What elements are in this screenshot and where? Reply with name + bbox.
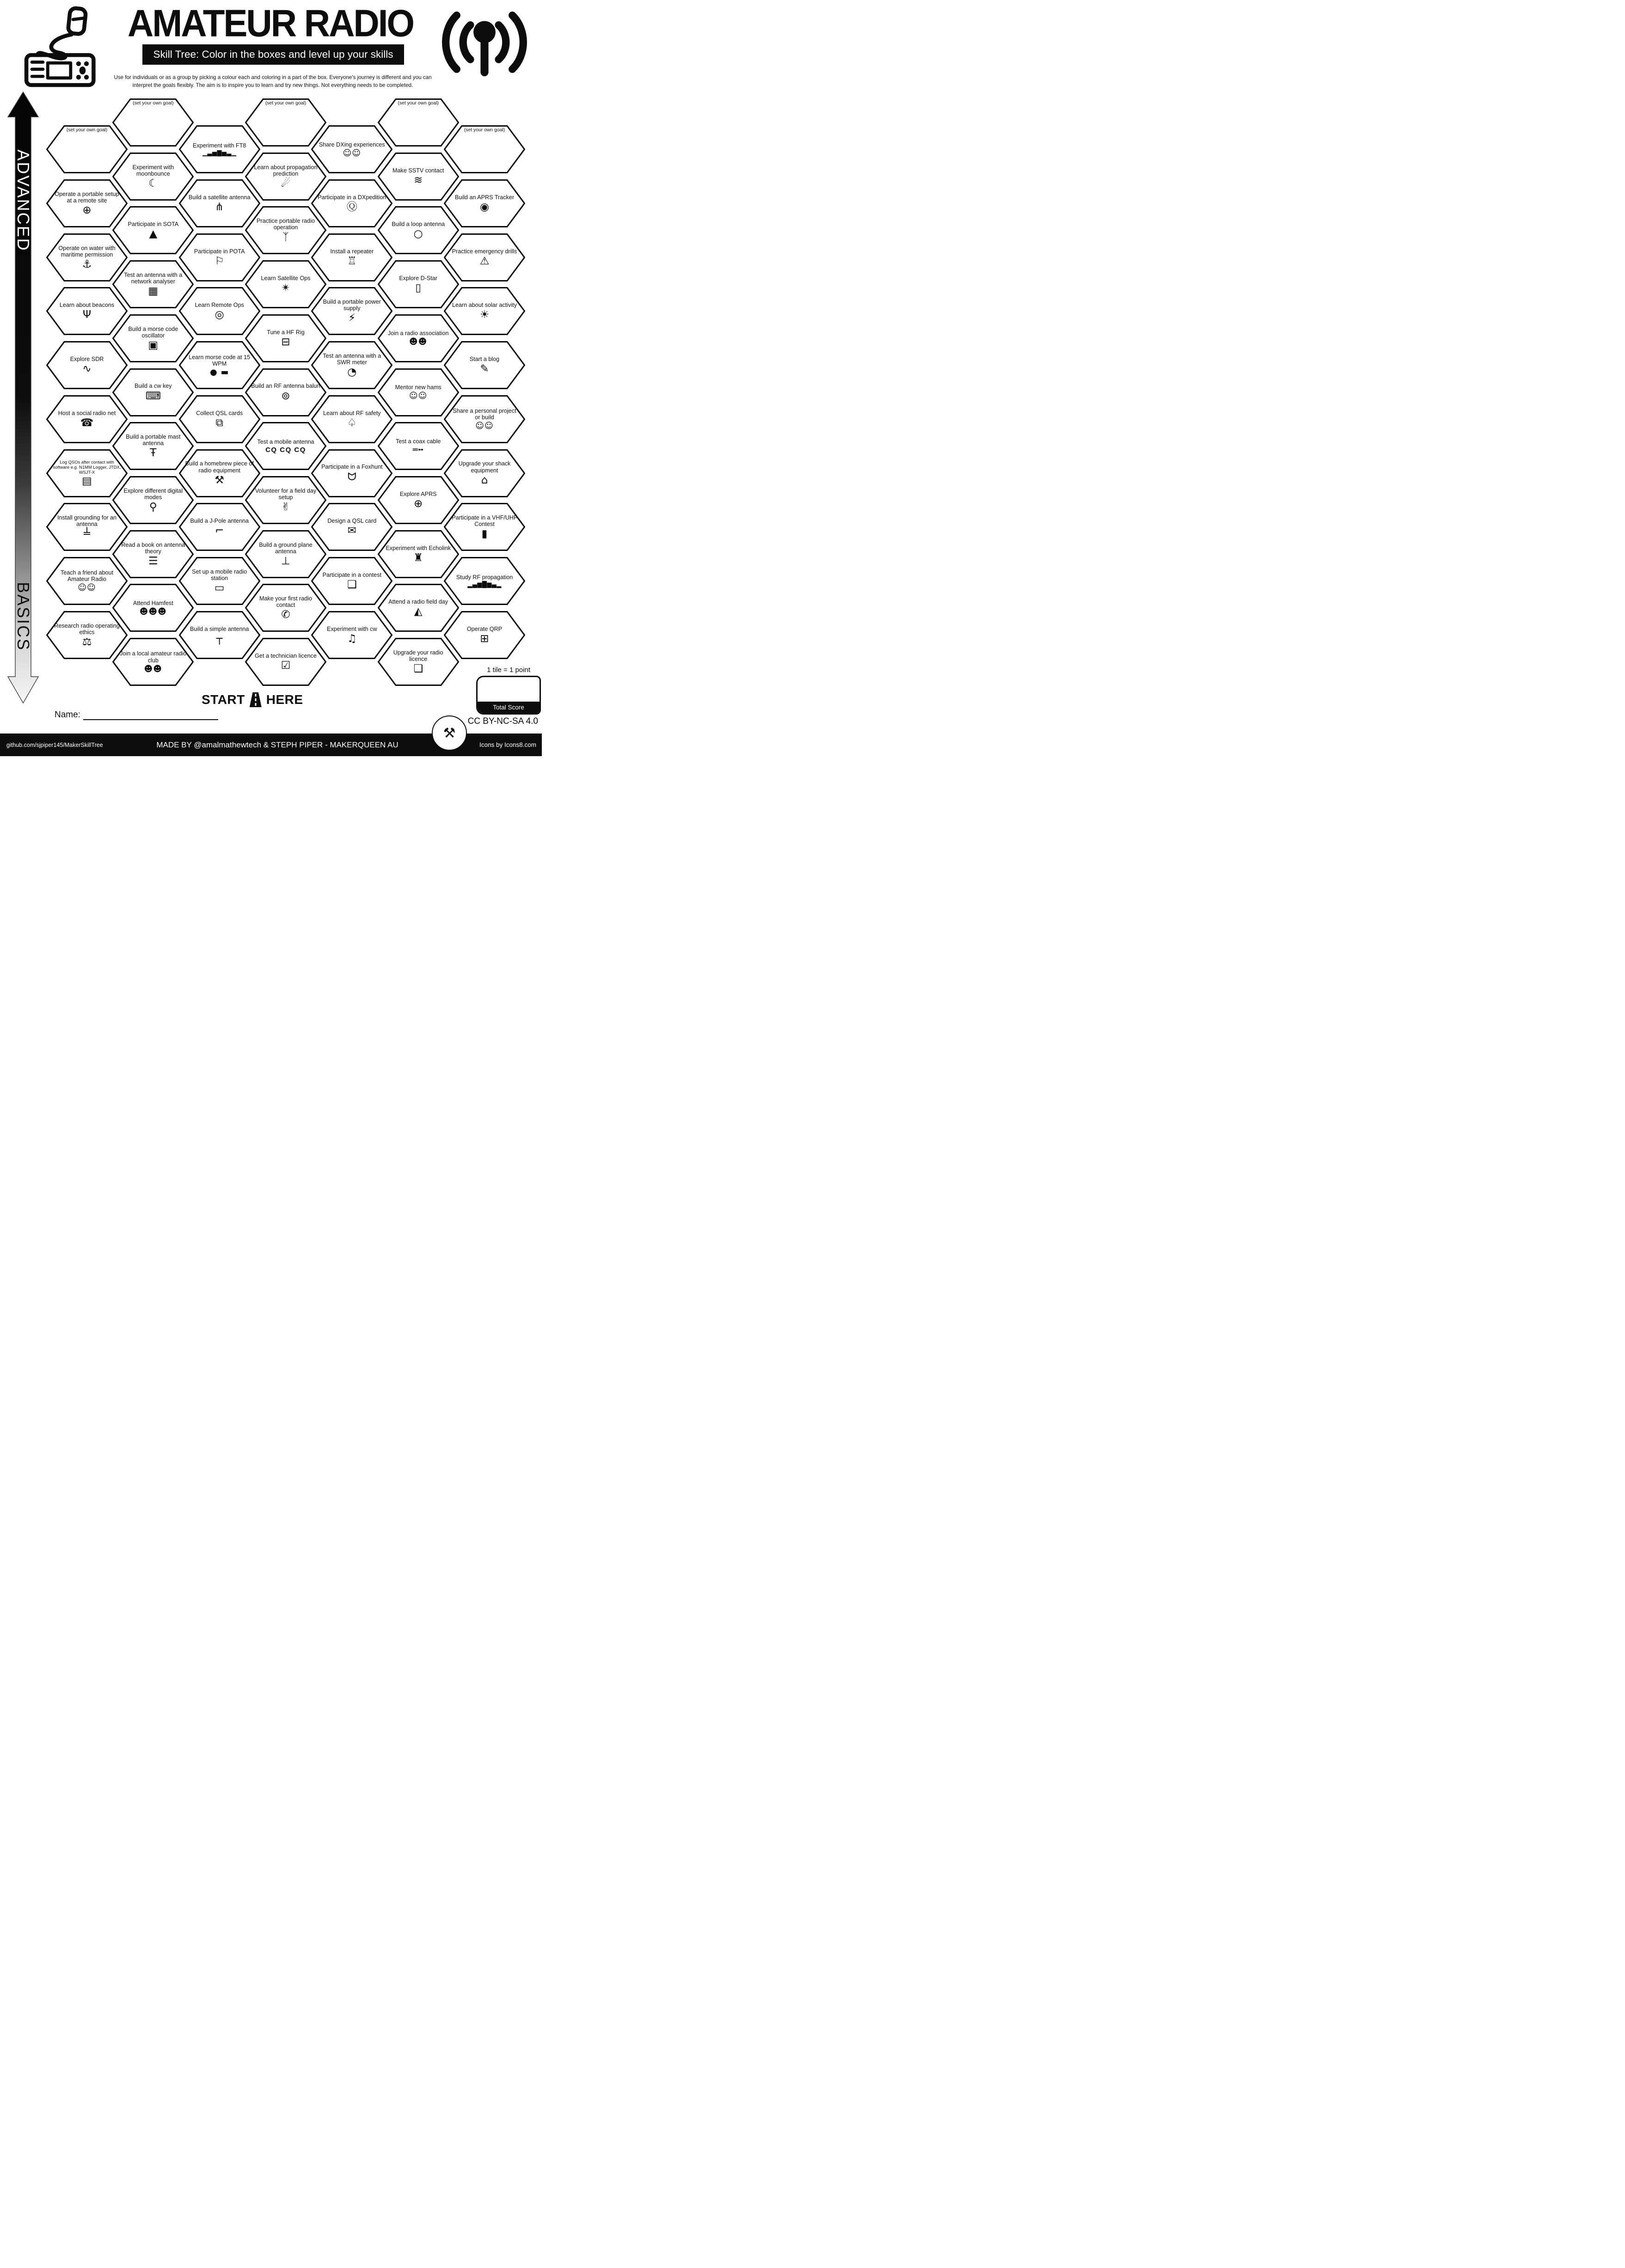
hex-learn-about-solar-activity[interactable]: [444, 287, 525, 335]
hex-label: Build a cw key: [135, 383, 172, 390]
shack-desk-icon: ⌂: [481, 474, 488, 486]
book-antenna-icon: ☰: [148, 555, 158, 567]
emergency-siren-icon: ⚠: [479, 255, 490, 267]
hex-label: Learn Remote Ops: [195, 302, 244, 309]
license-text: CC BY-NC-SA 4.0: [467, 716, 538, 726]
scales-icon: ⚖: [82, 636, 92, 648]
hex-start-a-blog[interactable]: [444, 341, 525, 389]
name-input-line[interactable]: [83, 710, 218, 720]
hex-label: Build a satellite antenna: [188, 194, 251, 201]
hex-label: Attend Hamfest: [133, 599, 173, 606]
qsl-cards-icon: ⧉: [215, 416, 223, 429]
road-icon: [250, 692, 262, 707]
hex-label: Participate in a contest: [322, 571, 381, 578]
handheld-radio-icon: ▮: [481, 528, 488, 540]
name-field: [55, 710, 218, 720]
location-pin-icon: ◉: [479, 201, 490, 214]
mobile-radio-icon: ▭: [214, 581, 225, 594]
anchor-icon: ⚓: [82, 258, 92, 270]
axis-label-basics: BASICS: [14, 581, 33, 652]
telescope-icon: ☄: [281, 177, 291, 190]
start-here-marker: [202, 692, 303, 707]
hex-label: Learn about solar activity: [452, 302, 517, 309]
crowd-icon: ☻☻☻: [139, 606, 167, 617]
hex-set-your-own-goal-c7[interactable]: [444, 125, 525, 173]
axis-label-advanced: ADVANCED: [14, 149, 33, 252]
hex-label: (set your own goal): [398, 101, 439, 106]
helping-hands-icon: ✌: [281, 501, 290, 513]
hex-label: Learn about propagation prediction: [254, 164, 318, 177]
skill-tree-poster: [0, 0, 542, 756]
antenna-waves-icon: Ψ: [82, 309, 92, 321]
hex-share-a-personal-project-or-build[interactable]: [444, 395, 525, 443]
swr-meter-icon: ◔: [347, 366, 357, 379]
two-people-laptop-icon: ☺☺: [475, 421, 494, 431]
hex-upgrade-your-shack-equipment[interactable]: [444, 449, 525, 497]
difficulty-axis: [7, 92, 39, 704]
hex-label: Test a mobile antenna: [257, 439, 314, 446]
loop-antenna-icon: ○: [413, 228, 423, 240]
total-score-label: Total Score: [478, 702, 540, 713]
hex-label: Build a simple antenna: [190, 625, 249, 632]
hex-label: Make your first radio contact: [259, 595, 313, 609]
hex-label: Learn morse code at 15 WPM: [189, 354, 251, 367]
hex-label: Study RF propagation: [456, 574, 513, 581]
dipole-antenna-icon: ┬: [216, 632, 223, 645]
mountain-icon: ▲: [149, 228, 158, 240]
field-day-mountain-icon: ◭: [414, 605, 423, 618]
name-label: Name:: [55, 710, 80, 720]
subtitle-text: Skill Tree: Color in the boxes and level up your skills: [153, 49, 393, 60]
hex-participate-in-a-vhf-uhf-contest[interactable]: [444, 503, 525, 551]
hex-label: Share DXing experiences: [319, 141, 385, 148]
start-label: START: [202, 692, 245, 707]
makerqueen-logo: [432, 715, 467, 751]
total-score-box[interactable]: [476, 676, 541, 715]
blog-browser-icon: ✎: [480, 363, 489, 375]
logo-glyph: ⚒: [443, 725, 456, 741]
hex-label: (set your own goal): [133, 101, 174, 106]
hex-label: Test a coax cable: [396, 438, 441, 445]
mentoring-icon: ☺☺: [409, 391, 428, 401]
hex-label: Operate QRP: [466, 625, 503, 632]
hex-label: Test an antenna with a SWR meter: [323, 353, 381, 366]
toroid-balun-icon: ⊚: [281, 390, 290, 402]
magnifier-icon: ⚲: [149, 501, 157, 513]
credit-text: MADE BY @amalmathewtech & STEPH PIPER - MAKERQUEEN AU: [156, 740, 399, 749]
hex-label: Practice emergency drills: [452, 248, 517, 255]
hex-label: Build a homebrew piece of radio equipment: [185, 460, 254, 474]
hex-label: Build a loop antenna: [392, 221, 445, 228]
sun-icon: ☀: [479, 309, 490, 321]
hex-label: Join a radio association: [387, 330, 449, 337]
hex-label: Read a book on antenna theory: [121, 541, 185, 555]
hex-label: Build a portable mast antenna: [126, 434, 181, 447]
waveform-icon: ▁▃▅▇▅▃▁: [202, 150, 237, 157]
radio-handmic-icon: ✆: [281, 609, 290, 621]
hex-build-an-aprs-tracker[interactable]: [444, 179, 525, 227]
hex-label: Operate on water with maritime permission: [58, 245, 116, 258]
hex-label: Experiment with cw: [327, 625, 377, 632]
hex-study-rf-propagation[interactable]: [444, 557, 525, 605]
hex-label: Participate in SOTA: [128, 221, 179, 228]
sdr-dongle-icon: ∿: [82, 363, 92, 375]
compass-icon: ◎: [215, 309, 224, 321]
ground-plane-antenna-icon: ⊥: [281, 555, 291, 567]
hex-label: Attend a radio field day: [388, 599, 448, 605]
hex-label: (set your own goal): [464, 128, 505, 133]
qsl-card-design-icon: ✉: [347, 525, 356, 537]
cq-call-text: CQ CQ CQ: [265, 446, 306, 454]
hex-label: Participate in a DXpedition: [318, 194, 386, 201]
hex-label: Upgrade your radio licence: [393, 649, 443, 662]
network-analyser-icon: ▦: [148, 285, 159, 298]
hex-label: Explore different digital modes: [123, 487, 183, 501]
tile-point-note: 1 tile = 1 point: [487, 666, 530, 674]
hex-label: Design a QSL card: [327, 518, 377, 525]
hex-label: Test an antenna with a network analyser: [124, 272, 183, 285]
circuit-board-icon: ▣: [148, 339, 159, 351]
hex-label: Log QSOs after contact with software e.g. N1MM Logger, JTDX, WSJT-X: [53, 459, 121, 475]
hex-label: Practice portable radio operation: [256, 218, 315, 231]
hex-practice-emergency-drills[interactable]: [444, 233, 525, 281]
subtitle-banner: [142, 44, 404, 65]
hex-label: Experiment with FT8: [192, 142, 246, 149]
hex-label: Experiment with moonbounce: [132, 164, 174, 177]
hex-label: Build a morse code oscillator: [128, 325, 178, 339]
satellite-globe-icon: ✴: [281, 282, 290, 294]
hex-label: Set up a mobile radio station: [192, 568, 247, 581]
morse-key-icon: ⌨: [145, 390, 161, 402]
hex-label: Tune a HF Rig: [267, 329, 305, 336]
waveform-icon: ▂▄▆█▆▄▂: [467, 581, 502, 588]
certificate-icon: ❑: [347, 578, 357, 591]
qrp-circuit-icon: ⊞: [480, 632, 489, 645]
logging-computer-icon: ▤: [82, 475, 92, 488]
icons8-credit[interactable]: Icons by Icons8.com: [479, 741, 536, 748]
hex-label: Share a personal project or build: [453, 408, 516, 421]
cw-key-icon: ♫: [347, 632, 357, 645]
description-line-1: Use for individuals or as a group by picking a colour each and coloring in a part of the box. Everyone's journey is different and you can: [114, 74, 432, 80]
hex-label: Participate in a VHF/UHF Contest: [452, 514, 517, 528]
yagi-antenna-icon: ⋔: [215, 201, 224, 214]
j-pole-antenna-icon: ⌐: [215, 525, 224, 537]
hex-label: Learn about RF safety: [323, 410, 381, 416]
hex-label: Participate in a Foxhunt: [321, 464, 383, 471]
dot-dash-icon: ● ▬: [209, 367, 229, 377]
hf-rig-icon: ⊟: [281, 336, 290, 348]
hex-label: Install grounding for an antenna: [57, 514, 117, 528]
map-pin-icon: ⚐: [215, 255, 224, 267]
two-people-laptop-icon: ☺☺: [78, 583, 96, 593]
hex-label: Build an RF antenna balun: [251, 383, 320, 390]
moon-orbit-icon: ☾: [148, 177, 158, 190]
licence-document-icon: ❏: [413, 663, 423, 675]
hex-label: Build a J-Pole antenna: [190, 518, 249, 525]
people-check-icon: ☻☻: [409, 337, 428, 347]
licence-card-icon: ☑: [281, 660, 291, 672]
fox-icon: ᗢ: [347, 471, 356, 483]
hex-label: Research radio operating ethics: [54, 622, 120, 636]
broadcast-antenna-icon: [431, 6, 538, 86]
coax-cable-icon: ═╍: [412, 445, 424, 455]
hex-label: Collect QSL cards: [196, 410, 243, 416]
hex-label: Operate a portable setup at a remote site: [55, 190, 119, 204]
people-group-icon: ☻☻: [144, 664, 163, 674]
hex-label: Get a technician licence: [255, 652, 317, 659]
hex-label: Build a ground plane antenna: [259, 541, 313, 555]
two-people-laptop-icon: ☺☺: [343, 148, 362, 158]
hex-label: (set your own goal): [66, 128, 108, 133]
hex-label: Teach a friend about Amateur Radio: [60, 569, 114, 583]
hex-label: (set your own goal): [265, 101, 307, 106]
poster-description: [65, 74, 481, 90]
hex-label: Participate in POTA: [194, 248, 245, 255]
description-line-2: interpret the goals flexibly. The aim is to inspire you to learn and try new things. Not everything needs to be completed.: [132, 82, 413, 88]
mast-antenna-icon: Ŧ: [150, 447, 157, 459]
hex-label: Join a local amateur radio club: [120, 650, 187, 664]
hex-label: Explore D-Star: [399, 275, 437, 282]
aprs-globe-icon: ⊕: [414, 497, 423, 510]
hex-label: Start a blog: [469, 356, 500, 363]
repo-link[interactable]: github.com/sjpiper145/MakerSkillTree: [6, 741, 103, 748]
hex-label: Explore APRS: [399, 490, 437, 497]
hex-label: Host a social radio net: [58, 410, 116, 416]
ground-symbol-icon: ╧: [84, 528, 90, 540]
hex-label: Volunteer for a field day setup: [255, 487, 317, 501]
hex-label: Mentor new hams: [395, 384, 442, 391]
hex-label: Build an APRS Tracker: [454, 194, 515, 201]
soldering-hands-icon: ⚒: [215, 474, 224, 486]
hex-label: Learn about beacons: [59, 302, 115, 309]
hex-label: Learn Satellite Ops: [261, 275, 311, 282]
sstv-waves-icon: ≋: [414, 174, 423, 186]
globe-location-icon: ⊕: [82, 204, 92, 217]
hex-label: Upgrade your shack equipment: [458, 460, 511, 474]
radio-mic-icon: ☎: [80, 416, 94, 429]
walking-operator-icon: ᛉ: [282, 231, 289, 244]
qsl-speech-bubble-icon: Ⓠ: [346, 201, 357, 214]
hex-label: Build a portable power supply: [323, 299, 381, 312]
hex-label: Make SSTV contact: [392, 167, 444, 174]
hex-operate-qrp[interactable]: [444, 611, 525, 659]
poster-title: AMATEUR RADIO: [127, 1, 414, 45]
power-supply-icon: ⚡: [348, 312, 356, 324]
hex-label: Experiment with Echolink: [386, 544, 451, 551]
repeater-tower-icon: ♖: [347, 255, 357, 267]
handheld-radio-icon: ▯: [415, 282, 422, 294]
shield-check-icon: ♤: [347, 416, 357, 429]
hex-label: Explore SDR: [70, 356, 104, 363]
here-label: HERE: [266, 692, 303, 707]
hex-label: Install a repeater: [330, 248, 374, 255]
echolink-tower-icon: ♜: [413, 551, 423, 564]
